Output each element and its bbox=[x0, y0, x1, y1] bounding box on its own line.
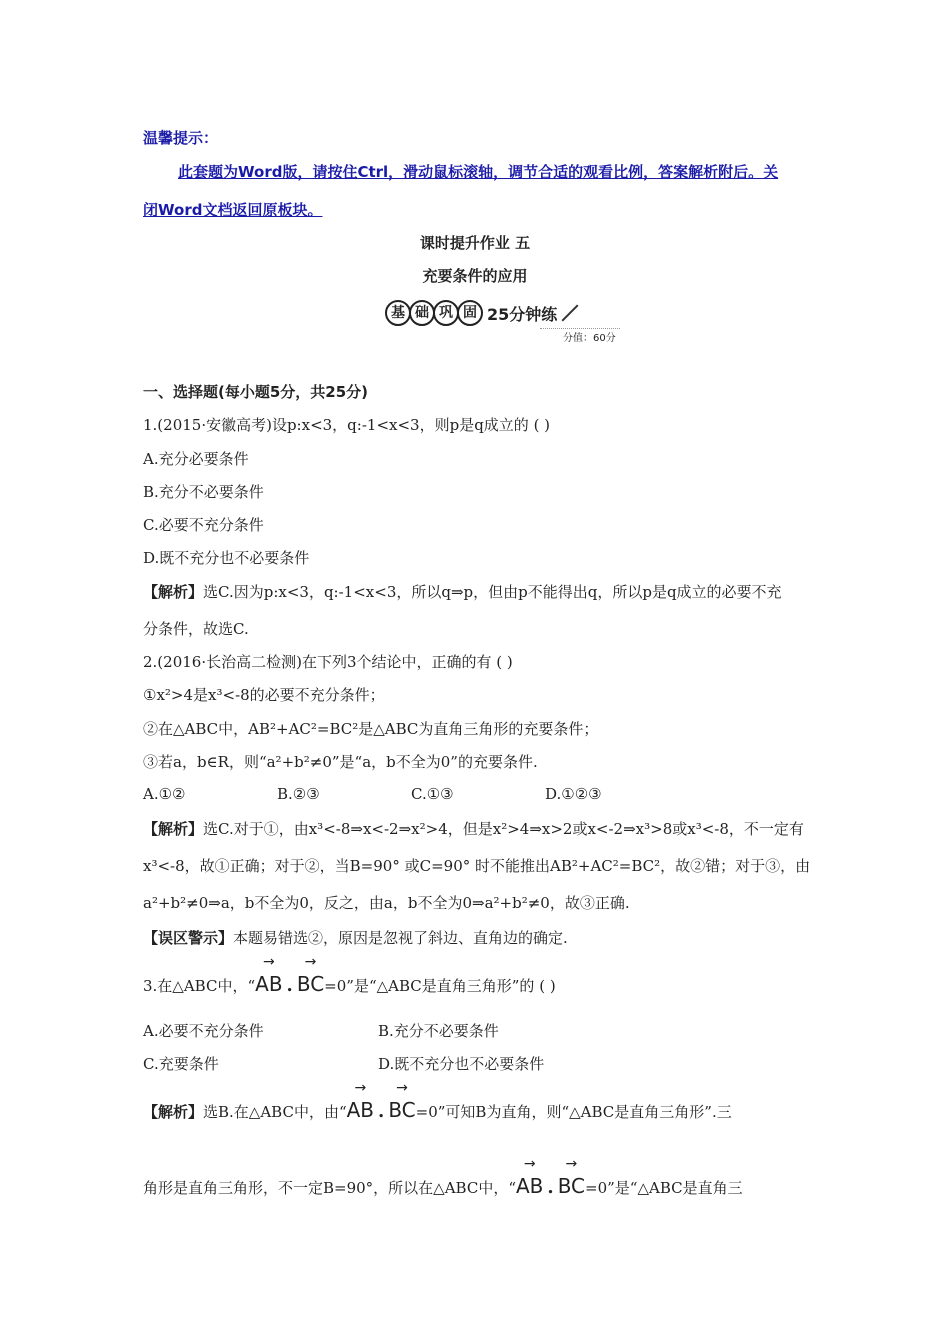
q2-stem: 2.(2016·长治高二检测)在下列3个结论中，正确的有 ( ) bbox=[143, 653, 513, 671]
q2-statement-1: ①x²>4是x³<-8的必要不充分条件； bbox=[143, 686, 385, 704]
q2-option-b: B.②③ bbox=[277, 785, 320, 803]
q2-warning-line bbox=[143, 927, 568, 948]
q3-stem: 3.在△ABC中，“ → AB . → BC=0”是“△ABC是直角三角形”的 ( ) bbox=[143, 954, 556, 996]
q2-option-c: C.①③ bbox=[411, 785, 454, 803]
q1-option-d: D.既不充分也不必要条件 bbox=[143, 549, 310, 567]
page-title: 课时提升作业 五 bbox=[419, 234, 531, 252]
banner-char-1: 基 bbox=[385, 300, 411, 326]
q3-solution-post-1: =0”可知B为直角，则“△ABC是直角三角形”.三 bbox=[415, 1103, 732, 1121]
q3-vector-ab: → AB bbox=[255, 954, 283, 996]
q3-option-b: B.充分不必要条件 bbox=[378, 1022, 499, 1040]
q3-stem-pre: 3.在△ABC中，“ bbox=[143, 977, 256, 995]
q2-solution-line-3: a²+b²≠0⇒a，b不全为0，反之，由a，b不全为0⇒a²+b²≠0，故③正确. bbox=[143, 894, 630, 912]
q1-option-b: B.充分不必要条件 bbox=[143, 483, 264, 501]
q1-solution-line-1 bbox=[143, 581, 782, 602]
q3-sol-vector-ab-2: → AB bbox=[516, 1156, 544, 1198]
q3-solution-tag: 【解析】 bbox=[143, 1103, 204, 1121]
q2-solution-tag: 【解析】 bbox=[143, 820, 204, 838]
banner-char-4: 固 bbox=[457, 300, 483, 326]
q2-statement-3: ③若a，b∈R，则“a²+b²≠0”是“a，b不全为0”的充要条件. bbox=[143, 753, 538, 771]
q1-option-c: C.必要不充分条件 bbox=[143, 516, 264, 534]
q3-solution-post-2: =0”是“△ABC是直角三 bbox=[585, 1179, 743, 1197]
q3-sol-vector-bc-1: → BC bbox=[388, 1080, 416, 1122]
q2-warning-text: 本题易错选②，原因是忽视了斜边、直角边的确定. bbox=[233, 929, 568, 947]
q1-solution-text-1: 选C.因为p:x<3，q:-1<x<3，所以q⇒p，但由p不能得出q，所以p是q成立的必要不充 bbox=[203, 583, 782, 601]
banner-time: 25分钟练 bbox=[487, 304, 558, 324]
q2-option-d: D.①②③ bbox=[545, 785, 602, 803]
q2-warning-tag: 【误区警示】 bbox=[143, 929, 234, 947]
q2-solution-text-1: 选C.对于①，由x³<-8⇒x<-2⇒x²>4，但是x²>4⇒x>2或x<-2⇒x³>8或x³<-8，不一定有 bbox=[203, 820, 804, 838]
page-subtitle: 充要条件的应用 bbox=[422, 267, 528, 285]
q3-solution-line-2: 角形是直角三角形，不一定B=90°，所以在△ABC中，“ → AB . → BC=0”是“△ABC是直角三 bbox=[143, 1156, 743, 1198]
q3-solution-line-1: 【解析】选B.在△ABC中，由“ → AB . → BC=0”可知B为直角，则“△ABC是直角三角形”.三 bbox=[143, 1080, 732, 1122]
tip-title: 温馨提示： bbox=[143, 129, 219, 147]
q3-stem-post: =0”是“△ABC是直角三角形”的 ( ) bbox=[324, 977, 556, 995]
q2-solution-line-2: x³<-8，故①正确；对于②，当B=90° 或C=90° 时不能推出AB²+AC²=BC²，故②错；对于③，由 bbox=[143, 857, 811, 875]
q3-sol-vector-ab-1: → AB bbox=[346, 1080, 375, 1122]
q1-solution-line-2: 分条件，故选C. bbox=[143, 620, 249, 638]
q3-solution-pre-1: 选B.在△ABC中，由“ bbox=[203, 1103, 347, 1121]
score-label: 分值：60分 bbox=[563, 333, 616, 344]
q1-solution-tag: 【解析】 bbox=[143, 583, 204, 601]
q3-vector-bc: → BC bbox=[296, 954, 325, 996]
q3-sol-vector-bc-2: → BC bbox=[557, 1156, 586, 1198]
q2-solution-line-1 bbox=[143, 818, 804, 839]
tip-line-1: 此套题为Word版，请按住Ctrl，滑动鼠标滚轴，调节合适的观看比例，答案解析附后。关 bbox=[178, 163, 779, 181]
section-heading: 一、选择题(每小题5分，共25分) bbox=[143, 383, 369, 401]
banner-char-2: 础 bbox=[409, 300, 435, 326]
q3-solution-pre-2: 角形是直角三角形，不一定B=90°，所以在△ABC中，“ bbox=[143, 1179, 516, 1197]
pen-icon bbox=[562, 305, 579, 322]
q3-option-d: D.既不充分也不必要条件 bbox=[378, 1055, 545, 1073]
section-banner bbox=[385, 300, 581, 326]
q3-option-a: A.必要不充分条件 bbox=[143, 1022, 264, 1040]
q1-option-a: A.充分必要条件 bbox=[143, 450, 249, 468]
banner-char-3: 巩 bbox=[433, 300, 459, 326]
q1-stem: 1.(2015·安徽高考)设p:x<3，q:-1<x<3，则p是q成立的 ( ) bbox=[143, 416, 551, 434]
tip-line-2: 闭Word文档返回原板块。 bbox=[143, 201, 323, 219]
q2-option-a: A.①② bbox=[143, 785, 186, 803]
q2-statement-2: ②在△ABC中，AB²+AC²=BC²是△ABC为直角三角形的充要条件； bbox=[143, 720, 599, 738]
q3-option-c: C.充要条件 bbox=[143, 1055, 219, 1073]
